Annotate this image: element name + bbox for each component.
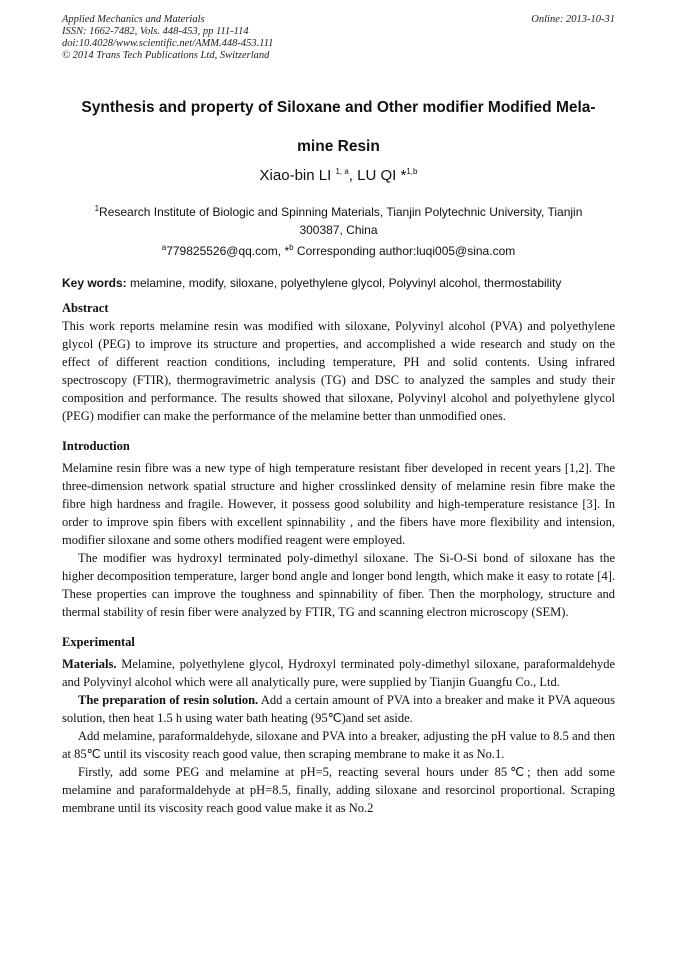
affiliation-line-1: Research Institute of Biologic and Spinning Materials, Tianjin Polytechnic University, Tianjin bbox=[99, 205, 583, 219]
affiliation bbox=[62, 203, 615, 239]
experimental-paragraph-3: Add melamine, paraformaldehyde, siloxane and PVA into a breaker, adjusting the pH value to 8.5 and then at 85℃ until its viscosity reach good value, then scraping membrane to make it as No.1. bbox=[62, 729, 615, 761]
preparation-text: Add a certain amount of PVA into a breaker and make it PVA aqueous solution, then heat 1.5 h using water bath heating (95℃)and set aside. bbox=[62, 693, 615, 725]
paper-body bbox=[62, 299, 615, 817]
author-1: Xiao-bin LI bbox=[259, 167, 336, 184]
introduction-paragraph-1: Melamine resin fibre was a new type of high temperature resistant fiber developed in recent years [1,2]. The three-dimension network spatial structure and higher crosslinked density of melamine resin fibre make the fibre high hardness and fragile. However, it possess good solubility and high-temperature resistance [3]. In order to improve spin fibers with excellent spinnability , and the fibers have more flexibility and intension, modifier siloxane and some others modified reagent were employed. bbox=[62, 461, 615, 547]
journal-header bbox=[62, 14, 615, 62]
email-b: Corresponding author:luqi005@sina.com bbox=[293, 244, 516, 258]
email-b-marker: b bbox=[289, 243, 294, 252]
keywords-text: melamine, modify, siloxane, polyethylene glycol, Polyvinyl alcohol, thermostability bbox=[130, 276, 562, 290]
email-a: 779825526@qq.com, bbox=[166, 244, 285, 258]
author-2: LU QI * bbox=[357, 167, 407, 184]
affiliation-line-2: 300387, China bbox=[299, 223, 378, 237]
materials-text: Melamine, polyethylene glycol, Hydroxyl terminated poly-dimethyl siloxane, paraformaldehyde and Polyvinyl alcohol which were all analytically pure, were supplied by Tianjin Guangfu Co., Ltd. bbox=[62, 657, 615, 689]
journal-copyright: © 2014 Trans Tech Publications Ltd, Switzerland bbox=[62, 50, 270, 61]
paper-title bbox=[62, 88, 615, 166]
corresponding-star: * bbox=[284, 244, 290, 258]
author-separator: , bbox=[348, 167, 358, 184]
affiliation-marker: 1 bbox=[94, 204, 100, 213]
online-date: Online: 2013-10-31 bbox=[531, 14, 615, 25]
email-a-marker: a bbox=[161, 243, 167, 252]
experimental-paragraph-4: Firstly, add some PEG and melamine at pH=5, reacting several hours under 85℃; then add some melamine and paraformaldehyde at pH=8.5, finally, adding siloxane and resorcinol proportional. Scraping membrane until its viscosity reach good value make it as No.2 bbox=[62, 765, 615, 815]
materials-paragraph bbox=[62, 655, 615, 691]
abstract-text: This work reports melamine resin was modified with siloxane, Polyvinyl alcohol (PVA) and polyethylene glycol (PEG) to improve its structure and properties, and accomplished a wide research and study on the effect of different reaction conditions, including temperature, PH and solid contents. Using infrared spectroscopy (FTIR), thermogravimetric analysis (TG) and DSC to analyzed the samples and study their composition and performance. The results showed that siloxane, Polyvinyl alcohol and polyethylene glycol (PEG) modifier can make the performance of the melamine better than unmodified ones. bbox=[62, 319, 615, 423]
title-line-2: mine Resin bbox=[297, 138, 380, 155]
author-emails bbox=[62, 244, 615, 258]
author-list bbox=[62, 167, 615, 184]
journal-name: Applied Mechanics and Materials bbox=[62, 14, 205, 25]
abstract-heading: Abstract bbox=[62, 301, 109, 315]
author-1-affil: 1, a bbox=[335, 167, 349, 176]
introduction-paragraph-2: The modifier was hydroxyl terminated poly-dimethyl siloxane. The Si-O-Si bond of siloxane has the higher decomposition temperature, larger bond angle and longer bond length, which make it easy to rotate [4]. These properties can improve the toughness and spinnability of fiber. Then the morphology, structure and thermal stability of resin fiber were analyzed by FTIR, TG and scanning electron microscopy (SEM). bbox=[62, 551, 615, 619]
keywords bbox=[62, 276, 615, 290]
author-2-affil: 1,b bbox=[406, 167, 418, 176]
journal-doi: doi:10.4028/www.scientific.net/AMM.448-453.111 bbox=[62, 38, 274, 49]
preparation-label: The preparation of resin solution. bbox=[78, 693, 259, 707]
materials-label: Materials. bbox=[62, 657, 117, 671]
experimental-heading: Experimental bbox=[62, 635, 135, 649]
preparation-paragraph bbox=[62, 691, 615, 727]
journal-issn: ISSN: 1662-7482, Vols. 448-453, pp 111-114 bbox=[62, 26, 249, 37]
title-line-1: Synthesis and property of Siloxane and Other modifier Modified Mela- bbox=[81, 99, 596, 116]
keywords-label: Key words: bbox=[62, 276, 131, 290]
introduction-heading: Introduction bbox=[62, 439, 130, 453]
